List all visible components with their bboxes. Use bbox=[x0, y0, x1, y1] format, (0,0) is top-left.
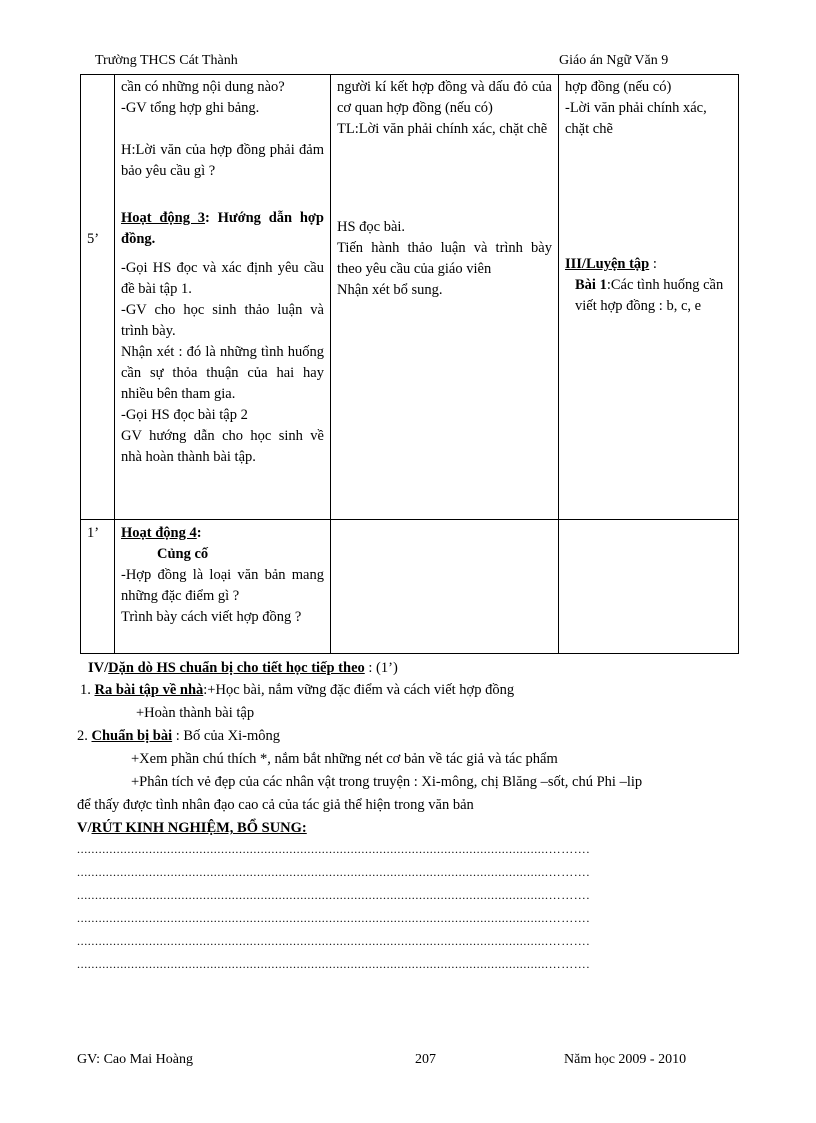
header-subject: Giáo án Ngữ Văn 9 bbox=[559, 53, 669, 68]
time-cell bbox=[81, 74, 115, 519]
content-cell bbox=[559, 519, 739, 653]
review-heading: V/RÚT KINH NGHIỆM, BỔ SUNG: bbox=[77, 820, 307, 836]
footer-teacher: GV: Cao Mai Hoàng bbox=[77, 1052, 193, 1067]
student-text: HS đọc bài. bbox=[337, 219, 406, 235]
content-cell bbox=[559, 74, 739, 519]
review-line: ...................................................................................................................................………. bbox=[77, 934, 590, 948]
homework-heading: IV/Dặn dò HS chuẩn bị cho tiết học tiếp theo : (1’) bbox=[88, 660, 398, 676]
review-line: ...................................................................................................................................………. bbox=[77, 842, 590, 856]
homework-item-2: 2. Chuẩn bị bài : Bố của Xi-mông bbox=[77, 728, 281, 744]
teacher-text: Trình bày cách viết hợp đồng ? bbox=[121, 608, 302, 625]
teacher-question: H:Lời văn của hợp đồng phải đảm bảo yêu cầu gì ? bbox=[121, 142, 324, 179]
review-line: ...................................................................................................................................………. bbox=[77, 888, 590, 902]
student-activity-cell bbox=[331, 519, 559, 653]
student-text: Nhận xét bổ sung. bbox=[337, 282, 443, 298]
teacher-text: cần có những nội dung nào? bbox=[121, 79, 285, 95]
table-row bbox=[81, 74, 739, 519]
teacher-text: -GV tổng hợp ghi bảng. bbox=[121, 100, 260, 116]
teacher-text: Nhận xét : đó là những tình huống cần sự thỏa thuận của hai hay nhiều bên tham gia. bbox=[121, 344, 324, 402]
content-text: -Lời văn phải chính xác, chặt chẽ bbox=[565, 100, 707, 137]
table-row bbox=[81, 519, 739, 653]
review-line: ...................................................................................................................................………. bbox=[77, 957, 590, 971]
time-value: 5’ bbox=[87, 231, 100, 247]
teacher-text: -GV cho học sinh thảo luận và trình bày. bbox=[121, 302, 324, 339]
page-number: 207 bbox=[415, 1052, 436, 1067]
review-line: ...................................................................................................................................………. bbox=[77, 865, 590, 879]
content-text: hợp đồng (nếu có) bbox=[565, 79, 672, 95]
activity-heading: Hoạt động 3: Hướng dẫn hợp đồng. bbox=[121, 210, 324, 247]
time-cell bbox=[81, 519, 115, 653]
teacher-text: -Hợp đồng là loại văn bản mang những đặc điểm gì ? bbox=[121, 566, 324, 604]
section-heading: III/Luyện tập : bbox=[565, 256, 657, 272]
homework-item-2b: +Phân tích vẻ đẹp của các nhân vật trong truyện : Xi-mông, chị Blăng –sốt, chú Phi –lip bbox=[131, 774, 643, 790]
exercise-text: Bài 1:Các tình huống cần viết hợp đồng : b, c, e bbox=[575, 277, 724, 314]
activity-heading: Hoạt động 4: bbox=[121, 524, 202, 541]
teacher-text: -Gọi HS đọc bài tập 2 bbox=[121, 407, 248, 423]
time-value: 1’ bbox=[87, 524, 100, 541]
review-line: ...................................................................................................................................………. bbox=[77, 911, 590, 925]
homework-item-1: 1. Ra bài tập về nhà:+Học bài, nắm vững đặc điểm và cách viết hợp đồng bbox=[80, 682, 515, 698]
homework-item-2a: +Xem phần chú thích *, nắm bắt những nét cơ bản về tác giả và tác phẩm bbox=[131, 751, 558, 767]
header-school: Trường THCS Cát Thành bbox=[95, 53, 238, 68]
homework-item-1b: +Hoàn thành bài tập bbox=[136, 705, 255, 721]
homework-item-2b-cont: để thấy được tình nhân đạo cao cả của tác giả thể hiện trong văn bản bbox=[77, 797, 474, 813]
teacher-text: -Gọi HS đọc và xác định yêu cầu đề bài tập 1. bbox=[121, 260, 324, 297]
student-activity-cell bbox=[331, 74, 559, 519]
footer-year: Năm học 2009 - 2010 bbox=[564, 1052, 687, 1067]
lesson-table bbox=[80, 74, 739, 654]
student-text: Tiến hành thảo luận và trình bày theo yêu cầu của giáo viên bbox=[337, 240, 552, 277]
student-text: TL:Lời văn phải chính xác, chặt chẽ bbox=[337, 121, 548, 137]
student-text: người kí kết hợp đồng và dấu đỏ của cơ quan hợp đồng (nếu có) bbox=[337, 79, 552, 116]
teacher-activity-cell bbox=[115, 519, 331, 653]
teacher-activity-cell bbox=[115, 74, 331, 519]
teacher-text: GV hướng dẫn cho học sinh về nhà hoàn thành bài tập. bbox=[121, 428, 324, 465]
activity-subtitle: Củng cố bbox=[157, 545, 209, 562]
